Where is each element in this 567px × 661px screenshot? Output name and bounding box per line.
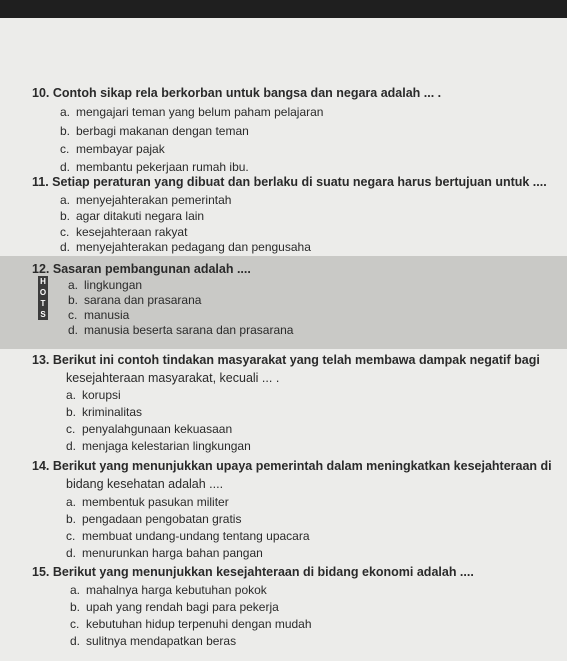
question-14-continuation: bidang kesehatan adalah .... [66,477,224,491]
question-number: 12. [32,262,50,276]
option-14a: a. membentuk pasukan militer [66,495,229,509]
option-12c: c. manusia [68,308,130,322]
option-14c: c. membuat undang-undang tentang upacara [66,529,310,543]
option-12b: b. sarana dan prasarana [68,293,202,307]
question-12 [32,262,251,276]
question-15 [32,565,474,579]
question-number: 13. [32,353,50,367]
option-13c: c. penyalahgunaan kekuasaan [66,422,233,436]
question-text: Setiap peraturan yang dibuat dan berlaku di suatu negara harus bertujuan untuk .... [52,175,547,189]
option-11d: d. menyejahterakan pedagang dan pengusaha [60,240,311,254]
question-number: 10. [32,86,50,100]
option-14b: b. pengadaan pengobatan gratis [66,512,242,526]
question-10 [32,86,441,100]
option-13a: a. korupsi [66,388,121,402]
hots-badge: H O T S [39,277,47,319]
option-11a: a. menyejahterakan pemerintah [60,193,232,207]
option-14d: d. menurunkan harga bahan pangan [66,546,263,560]
option-13b: b. kriminalitas [66,405,143,419]
option-10a: a. mengajari teman yang belum paham pelajaran [60,105,324,119]
question-number: 11. [32,175,49,189]
option-13d: d. menjaga kelestarian lingkungan [66,439,251,453]
question-text: Sasaran pembangunan adalah .... [52,262,251,276]
option-15c: c. kebutuhan hidup terpenuhi dengan mudah [70,617,312,631]
option-15a: a. mahalnya harga kebutuhan pokok [70,583,267,597]
question-text: Berikut ini contoh tindakan masyarakat yang telah membawa dampak negatif bagi [52,353,540,367]
option-10b: b. berbagi makanan dengan teman [60,124,249,138]
question-14 [32,459,552,473]
option-12d: d. manusia beserta sarana dan prasarana [68,323,294,337]
question-11 [32,175,547,189]
option-15d: d. sulitnya mendapatkan beras [70,634,237,648]
option-15b: b. upah yang rendah bagi para pekerja [70,600,279,614]
option-11b: b. agar ditakuti negara lain [60,209,205,223]
option-12a: a. lingkungan [68,278,143,292]
question-13-continuation: kesejahteraan masyarakat, kecuali ... . [66,371,280,385]
question-13 [32,353,540,367]
question-number: 14. [32,459,50,473]
option-10d: d. membantu pekerjaan rumah ibu. [60,160,249,174]
option-11c: c. kesejahteraan rakyat [60,225,188,239]
question-text: Berikut yang menunjukkan kesejahteraan di bidang ekonomi adalah .... [52,565,474,579]
option-10c: c. membayar pajak [60,142,165,156]
question-text: Contoh sikap rela berkorban untuk bangsa dan negara adalah ... . [52,86,442,100]
question-text: Berikut yang menunjukkan upaya pemerintah dalam meningkatkan kesejahteraan di [52,459,552,473]
question-number: 15. [32,565,50,579]
